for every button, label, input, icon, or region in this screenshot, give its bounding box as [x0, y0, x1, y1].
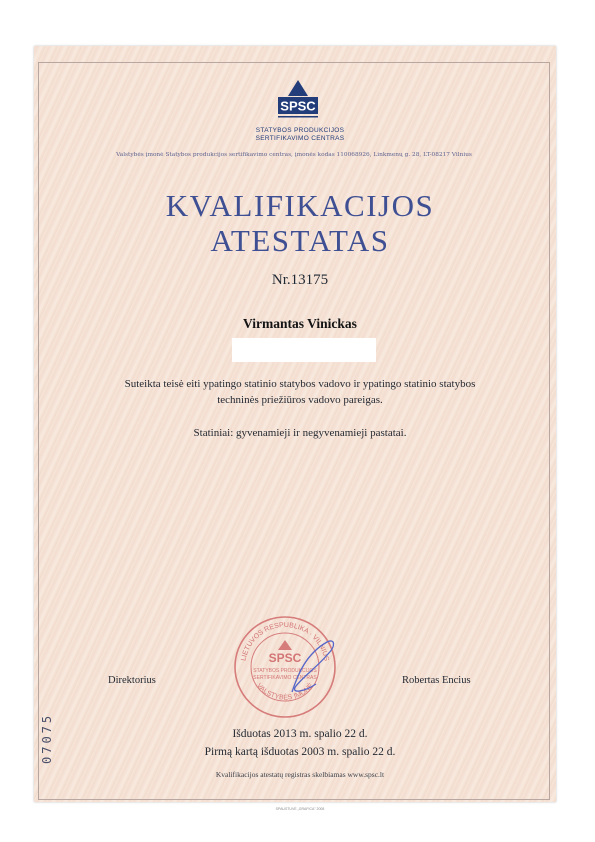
stamp-ring-top: LIETUVOS RESPUBLIKA · VILNIUS — [240, 621, 330, 662]
stamp-sub-1: STATYBOS PRODUKCIJOS — [253, 668, 317, 674]
buildings-line: Statiniai: gyvenamieji ir negyvenamieji pastatai. — [193, 427, 407, 439]
printer-note: SPAUSTUVĖ „GRAFICA" 2008 — [275, 807, 325, 811]
logo-subtitle-2: SERTIFIKAVIMO CENTRAS — [255, 135, 345, 142]
title-line-2: ATESTATAS — [210, 223, 390, 258]
rights-line-1: Suteikta teisė eiti ypatingo statinio statybos vadovo ir ypatingo statinio statybos — [124, 378, 476, 390]
logo-subtitle-1: STATYBOS PRODUKCIJOS — [255, 127, 345, 134]
logo-text: SPSC — [280, 98, 316, 114]
stamp-center-text: SPSC — [268, 651, 302, 665]
issuer-company-line: Valstybės įmonė Statybos produkcijos sertifikavimo centras, įmonės kodas 110068926, Linkmenų g. 28, LT-08217 Vilnius — [116, 152, 472, 158]
spsc-logo-icon — [276, 78, 320, 124]
svg-text:VALSTYBĖS ĮMONĖ — [255, 681, 315, 702]
certificate-number: Nr.13175 — [271, 272, 329, 288]
registry-note: Kvalifikacijos atestatų registras skelbiamas www.spsc.lt — [215, 770, 385, 779]
redacted-area — [232, 338, 376, 362]
title-line-1: KVALIFIKACIJOS — [165, 188, 435, 223]
official-stamp-icon — [232, 614, 338, 720]
director-name: Robertas Encius — [402, 675, 471, 686]
signature-icon — [292, 641, 334, 692]
first-issued-date: Pirmą kartą išduotas 2003 m. spalio 22 d. — [204, 746, 396, 758]
stamp-sub-2: SERTIFIKAVIMO CENTRAS — [253, 675, 317, 681]
holder-name: Virmantas Vinickas — [243, 316, 357, 331]
stamp-ring-bottom: VALSTYBĖS ĮMONĖ — [254, 682, 316, 702]
rights-line-2: techninės priežiūros vadovo pareigas. — [217, 394, 383, 406]
serial-number: 07075 — [40, 712, 54, 764]
director-label: Direktorius — [108, 675, 156, 686]
issued-date: Išduotas 2013 m. spalio 22 d. — [232, 728, 368, 740]
